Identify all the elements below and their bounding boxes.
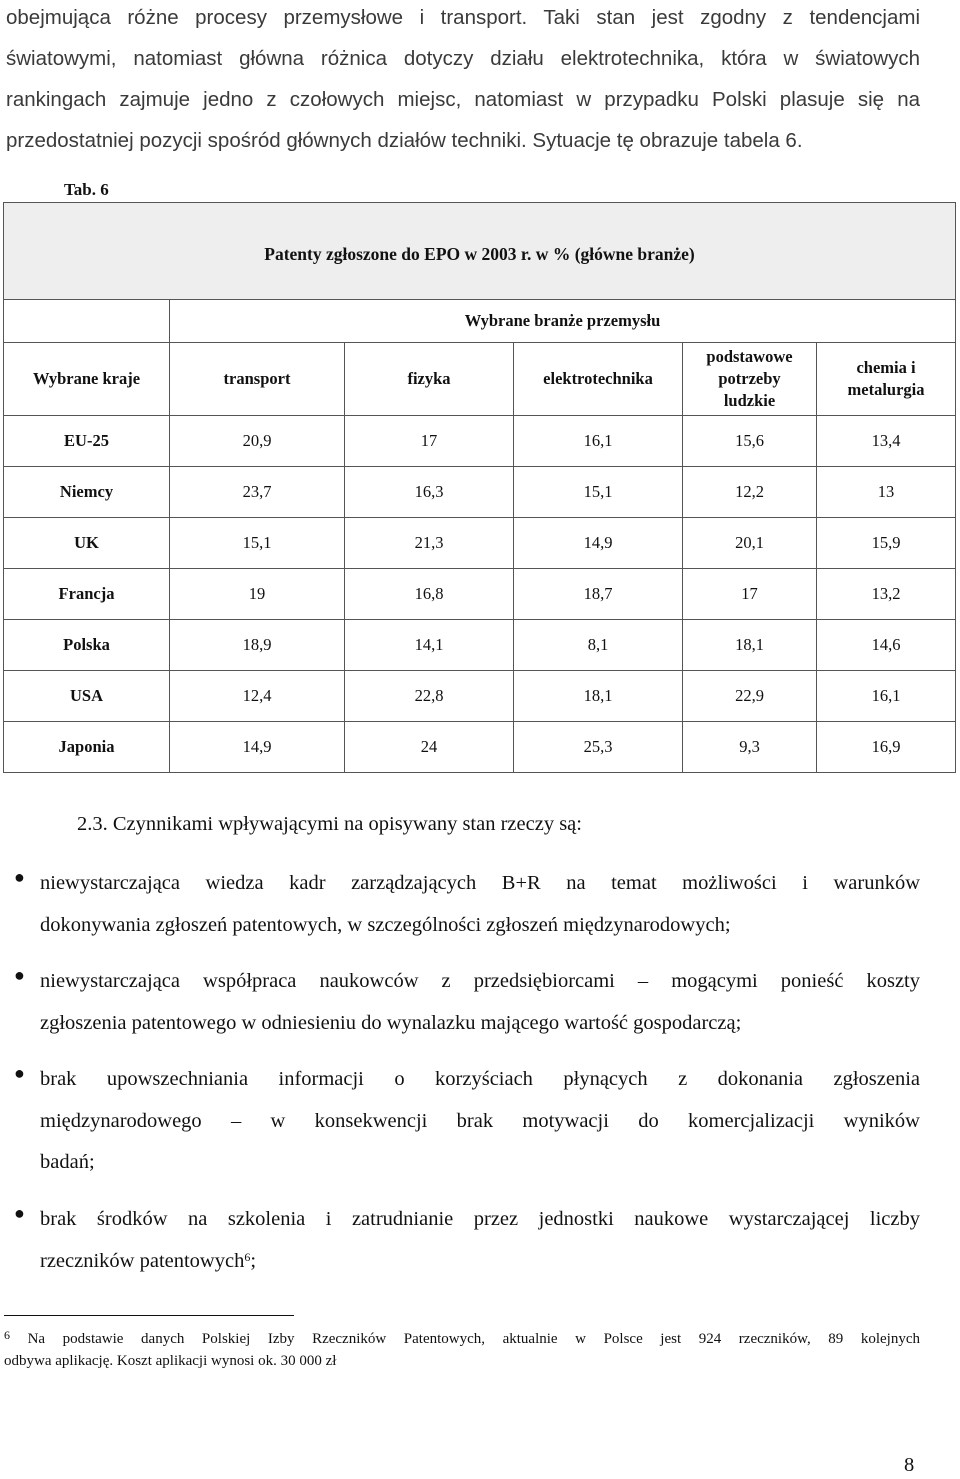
column-header-line: potrzeby [718,369,781,388]
column-header-chemia [817,343,956,416]
group-header: Wybrane branże przemysłu [170,300,956,343]
value-cell: 15,6 [683,416,817,467]
value-cell: 14,9 [514,518,683,569]
footnote-reference[interactable]: 6 [244,1249,251,1264]
value-cell: 13,2 [817,569,956,620]
value-cell: 8,1 [514,620,683,671]
value-cell: 13,4 [817,416,956,467]
patents-table [3,202,956,773]
column-header-elektrotechnika [514,343,683,416]
section-heading: 2.3. Czynnikami wpływającymi na opisywany stan rzeczy są: [77,813,582,835]
column-header-line: chemia i [856,358,916,377]
column-header-line: transport [223,369,291,388]
column-header-line: fizyka [407,369,451,388]
value-cell: 16,9 [817,722,956,773]
list-item-line: niewystarczająca wiedza kadr zarządzających B+R na temat możliwości i warunków [40,872,920,894]
list-item-line [40,1241,920,1283]
column-header-line: podstawowe [706,347,793,366]
column-header-transport [170,343,345,416]
row-header: Wybrane kraje [4,343,170,416]
value-cell: 16,1 [817,671,956,722]
page-number: 8 [904,1454,915,1476]
value-cell: 12,2 [683,467,817,518]
value-cell: 20,1 [683,518,817,569]
country-cell: EU-25 [4,416,170,467]
table-row [4,416,956,467]
bullet-icon: ● [14,867,25,887]
intro-line: rankingach zajmuje jedno z czołowych miejsc, natomiast w przypadku Polski plasuje się na [6,88,920,111]
country-cell: Polska [4,620,170,671]
table-row [4,671,956,722]
value-cell: 14,1 [345,620,514,671]
table-row [4,722,956,773]
list-item-line: niewystarczająca współpraca naukowców z przedsiębiorcami – mogącymi ponieść koszty [40,970,920,992]
value-cell: 21,3 [345,518,514,569]
footnote [4,1328,920,1372]
value-cell: 18,1 [683,620,817,671]
footnote-number: 6 [4,1328,10,1342]
value-cell: 16,1 [514,416,683,467]
column-header-fizyka [345,343,514,416]
empty-header-cell [4,300,170,343]
list-item-line: zgłoszenia patentowego w odniesieniu do wynalazku mającego wartość gospodarczą; [40,1011,742,1034]
bullet-icon: ● [14,965,25,985]
column-header-line: elektrotechnika [543,369,653,388]
bullet-icon: ● [14,1203,25,1223]
country-cell: USA [4,671,170,722]
intro-line: światowymi, natomiast główna różnica dotyczy działu elektrotechnika, która w światowych [6,47,920,70]
value-cell: 13 [817,467,956,518]
list-item-text: rzeczników patentowych [40,1249,245,1272]
column-header-line: metalurgia [847,380,925,399]
list-item-line: międzynarodowego – w konsekwencji brak motywacji do komercjalizacji wyników [40,1109,920,1132]
value-cell: 9,3 [683,722,817,773]
bullet-icon: ● [14,1063,25,1083]
value-cell: 12,4 [170,671,345,722]
value-cell: 23,7 [170,467,345,518]
footnote-line: odbywa aplikację. Koszt aplikacji wynosi ok. 30 000 zł [4,1353,337,1369]
value-cell: 18,9 [170,620,345,671]
value-cell: 22,9 [683,671,817,722]
value-cell: 19 [170,569,345,620]
value-cell: 14,6 [817,620,956,671]
table-caption: Patenty zgłoszone do EPO w 2003 r. w % (główne branże) [4,203,956,300]
list-item-tail: ; [250,1249,257,1272]
value-cell: 17 [683,569,817,620]
table-row [4,620,956,671]
table-label: Tab. 6 [64,180,109,199]
value-cell: 15,1 [514,467,683,518]
value-cell: 17 [345,416,514,467]
value-cell: 16,8 [345,569,514,620]
intro-paragraph [6,0,920,164]
value-cell: 15,9 [817,518,956,569]
value-cell: 22,8 [345,671,514,722]
country-cell: Francja [4,569,170,620]
footnote-divider [4,1315,294,1316]
value-cell: 18,7 [514,569,683,620]
footnote-line [4,1328,920,1350]
footnote-text: Na podstawie danych Polskiej Izby Rzeczników Patentowych, aktualnie w Polsce jest 924 rzeczników, 89 kolejnych [27,1331,920,1347]
value-cell: 16,3 [345,467,514,518]
value-cell: 18,1 [514,671,683,722]
list-item-line: dokonywania zgłoszeń patentowych, w szczególności zgłoszeń międzynarodowych; [40,913,731,936]
column-header-podstawowe-potrzeby [683,343,817,416]
country-cell: UK [4,518,170,569]
country-cell: Niemcy [4,467,170,518]
value-cell: 25,3 [514,722,683,773]
value-cell: 14,9 [170,722,345,773]
column-header-line: ludzkie [723,391,776,410]
table-row [4,518,956,569]
value-cell: 15,1 [170,518,345,569]
country-cell: Japonia [4,722,170,773]
table-row [4,569,956,620]
list-item-line: badań; [40,1151,95,1173]
list-item-line: brak środków na szkolenia i zatrudnianie przez jednostki naukowe wystarczającej liczby [40,1208,920,1230]
value-cell: 20,9 [170,416,345,467]
value-cell: 24 [345,722,514,773]
intro-line: przedostatniej pozycji spośród głównych działów techniki. Sytuacje tę obrazuje tabela 6. [6,129,803,152]
table-row [4,467,956,518]
intro-line: obejmująca różne procesy przemysłowe i transport. Taki stan jest zgodny z tendencjami [6,6,920,29]
list-item-line: brak upowszechniania informacji o korzyściach płynących z dokonania zgłoszenia [40,1068,920,1090]
